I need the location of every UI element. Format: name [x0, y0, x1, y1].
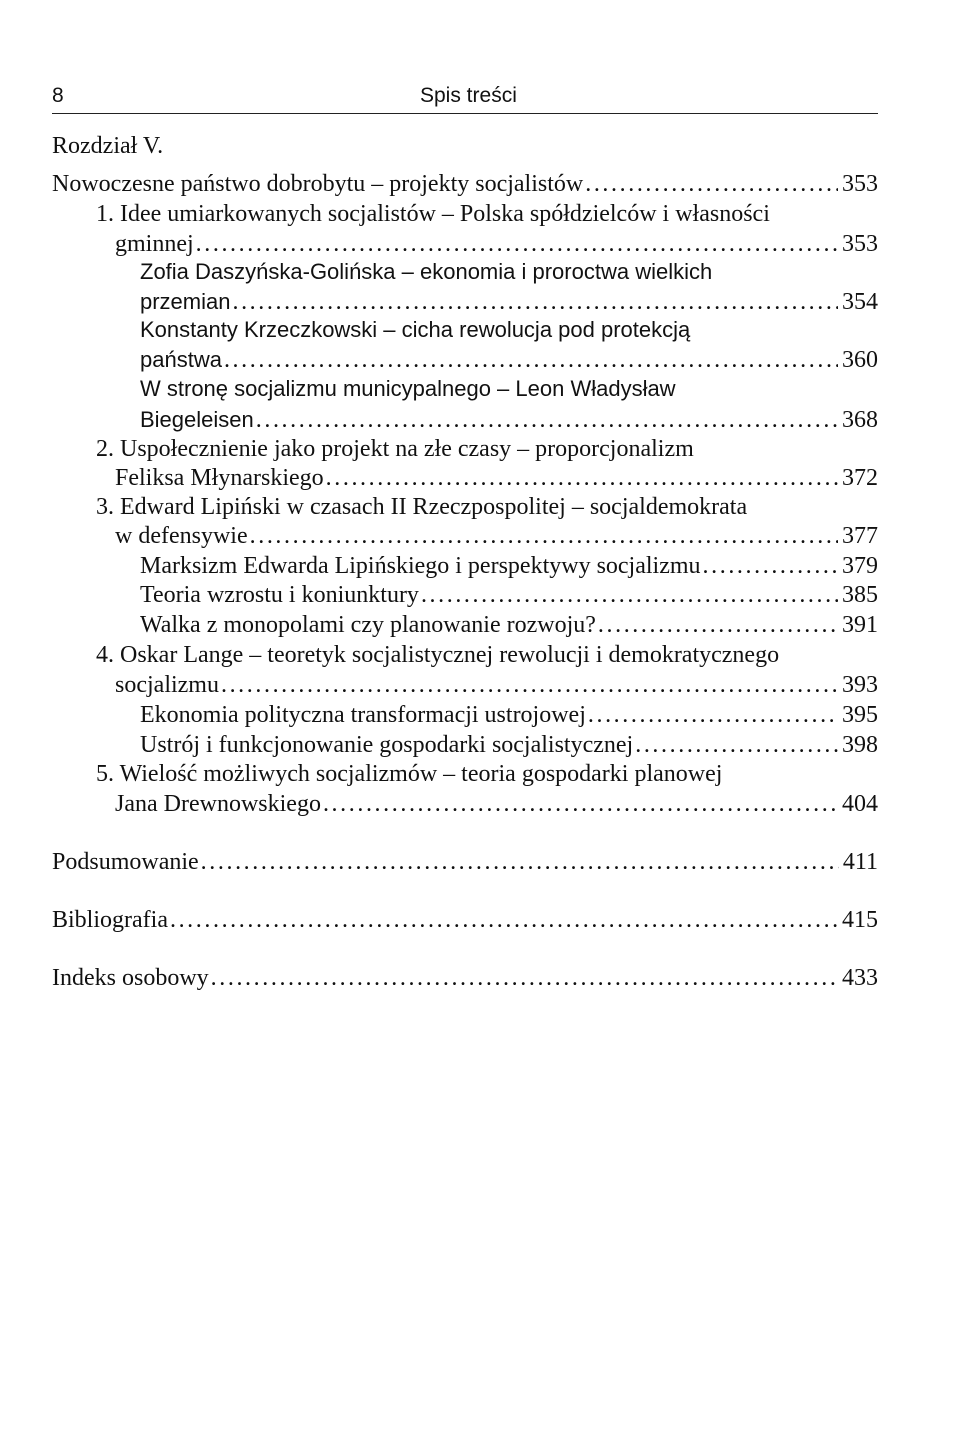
dot-leader — [250, 520, 838, 552]
toc-entry — [140, 344, 878, 376]
toc-entry — [140, 579, 878, 611]
toc-entry — [96, 639, 878, 671]
toc-entry-text: przemian — [140, 289, 231, 314]
toc-page-number: 353 — [842, 231, 878, 257]
toc-page-number: 391 — [842, 612, 878, 638]
dot-leader — [224, 344, 838, 376]
dot-leader — [326, 462, 838, 494]
dot-leader — [256, 404, 838, 436]
toc-entry-text: 5. Wielość możliwych socjalizmów – teoria gospodarki planowej — [96, 761, 723, 787]
toc-entry-text: w defensywie — [115, 523, 248, 549]
toc-entry-text: Nowoczesne państwo dobrobytu – projekty socjalistów — [52, 171, 584, 197]
toc-page-number: 393 — [842, 672, 878, 698]
dot-leader — [323, 788, 838, 820]
toc-page-number: 415 — [842, 907, 878, 933]
toc-page-number: 379 — [842, 553, 878, 579]
toc-entry — [52, 846, 878, 878]
dot-leader — [421, 579, 838, 611]
toc-entry — [115, 788, 878, 820]
toc-entry — [140, 609, 878, 641]
toc-page-number: 411 — [842, 849, 878, 875]
toc-entry-text: 2. Uspołecznienie jako projekt na złe czasy – proporcjonalizm — [96, 436, 694, 462]
toc-page-number: 433 — [842, 965, 878, 991]
toc-entry-text: Konstanty Krzeczkowski – cicha rewolucja pod protekcją — [140, 317, 691, 342]
toc-page-number: 385 — [842, 582, 878, 608]
toc-entry-text: Ustrój i funkcjonowanie gospodarki socjalistycznej — [140, 732, 634, 758]
toc-entry-text: gminnej — [115, 231, 194, 257]
header-rule — [52, 113, 878, 114]
toc-entry-text: Ekonomia polityczna transformacji ustrojowej — [140, 702, 586, 728]
dot-leader — [588, 699, 838, 731]
toc-entry — [96, 758, 878, 790]
page-header — [52, 84, 878, 114]
toc-entry — [140, 404, 878, 436]
page-number: 8 — [52, 84, 64, 107]
dot-leader — [170, 904, 838, 936]
toc-entry-text: W stronę socjalizmu municypalnego – Leon Władysław — [140, 376, 676, 401]
toc-entry-text: Biegeleisen — [140, 407, 254, 432]
toc-page-number: 360 — [842, 347, 878, 373]
dot-leader — [703, 550, 838, 582]
dot-leader — [635, 729, 838, 761]
toc-entry — [140, 373, 878, 405]
running-title: Spis treści — [420, 84, 517, 107]
toc-entry — [52, 168, 878, 200]
toc-entry — [96, 433, 878, 465]
toc-entry-text: socjalizmu — [115, 672, 219, 698]
toc-entry-text: Feliksa Młynarskiego — [115, 465, 324, 491]
toc-entry — [115, 462, 878, 494]
toc-entry — [140, 314, 878, 346]
toc-page-number: 354 — [842, 289, 878, 315]
dot-leader — [201, 846, 839, 878]
toc-entry-text: państwa — [140, 347, 222, 372]
toc-entry-text: Zofia Daszyńska-Golińska – ekonomia i proroctwa wielkich — [140, 259, 713, 284]
toc-entry — [52, 962, 878, 994]
toc-page-number: 377 — [842, 523, 878, 549]
toc-entry — [96, 198, 878, 230]
toc-entry — [140, 550, 878, 582]
toc-entry-text: Walka z monopolami czy planowanie rozwoju? — [140, 612, 596, 638]
toc-entry-text: Jana Drewnowskiego — [115, 791, 321, 817]
toc-entry-text: Teoria wzrostu i koniunktury — [140, 582, 419, 608]
chapter-heading — [52, 130, 878, 162]
toc-page-number: 398 — [842, 732, 878, 758]
toc-entry-text: Indeks osobowy — [52, 965, 209, 991]
toc-entry-text: Podsumowanie — [52, 849, 199, 875]
dot-leader — [221, 669, 838, 701]
toc-page-number: 404 — [842, 791, 878, 817]
toc-entry — [96, 491, 878, 523]
dot-leader — [211, 962, 838, 994]
dot-leader — [598, 609, 838, 641]
toc-entry — [140, 256, 878, 288]
toc-page-number: 395 — [842, 702, 878, 728]
toc-entry-text: 1. Idee umiarkowanych socjalistów – Polska spółdzielców i własności — [96, 201, 770, 227]
toc-page-number: 368 — [842, 407, 878, 433]
toc-entry — [140, 729, 878, 761]
toc-entry — [115, 520, 878, 552]
toc-page-number: 372 — [842, 465, 878, 491]
toc-entry — [115, 669, 878, 701]
toc-entry-text: 3. Edward Lipiński w czasach II Rzeczpospolitej – socjaldemokrata — [96, 494, 748, 520]
toc-entry-text: Rozdział V. — [52, 133, 164, 159]
toc-entry-text: 4. Oskar Lange – teoretyk socjalistycznej rewolucji i demokratycznego — [96, 642, 780, 668]
dot-leader — [585, 168, 838, 200]
toc-entry-text: Bibliografia — [52, 907, 168, 933]
toc-page-number: 353 — [842, 171, 878, 197]
toc-entry — [52, 904, 878, 936]
toc-entry — [140, 699, 878, 731]
toc-entry-text: Marksizm Edwarda Lipińskiego i perspektywy socjalizmu — [140, 553, 701, 579]
